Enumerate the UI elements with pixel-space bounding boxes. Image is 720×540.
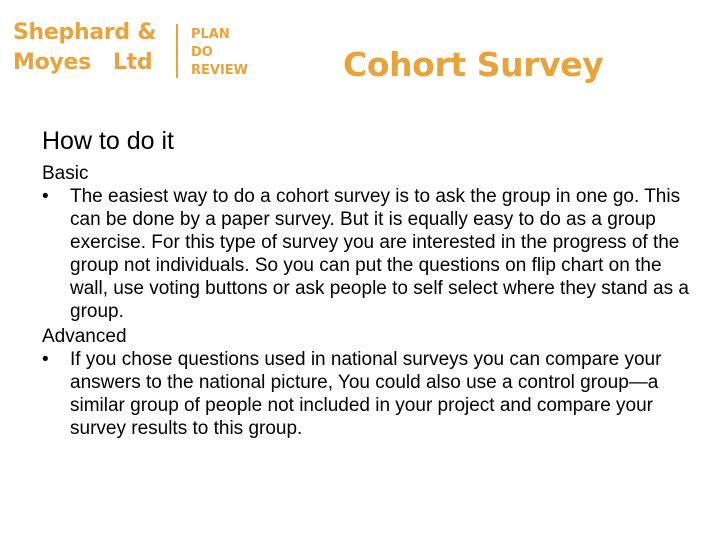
advanced-bullet-text: If you chose questions used in national surveys you can compare your answers to the national picture, You could also use a control group—a similar group of people not included in your project and compare your survey results to this group.	[70, 349, 662, 439]
logo-company-line1: Shephard &	[13, 20, 157, 45]
basic-bullet-text: The easiest way to do a cohort survey is to ask the group in one go. This can be done by a paper survey. But it is equally easy to do as a group exercise. For this type of survey you are interested in the progress of the group not individuals. So you can put the questions on flip chart on the wall, use voting buttons or ask people to self select where they stand as a group.	[70, 186, 689, 322]
logo-company-line2: Moyes Ltd	[13, 50, 153, 75]
logo-motto-plan: PLAN	[191, 27, 230, 42]
logo-motto-review: REVIEW	[191, 63, 249, 78]
section-heading: How to do it	[42, 127, 175, 155]
advanced-label: Advanced	[42, 326, 127, 347]
logo-divider	[176, 24, 178, 78]
basic-bullet	[42, 185, 692, 323]
bullet-icon: •	[42, 186, 49, 207]
logo-motto	[191, 26, 248, 80]
advanced-bullet	[42, 348, 692, 440]
slide-body	[42, 124, 692, 442]
basic-label: Basic	[42, 163, 89, 184]
slide-title: Cohort Survey	[343, 45, 604, 84]
logo-motto-do: DO	[191, 45, 213, 60]
company-logo	[13, 18, 258, 82]
logo-company-name	[13, 18, 156, 78]
bullet-icon: •	[42, 349, 49, 370]
